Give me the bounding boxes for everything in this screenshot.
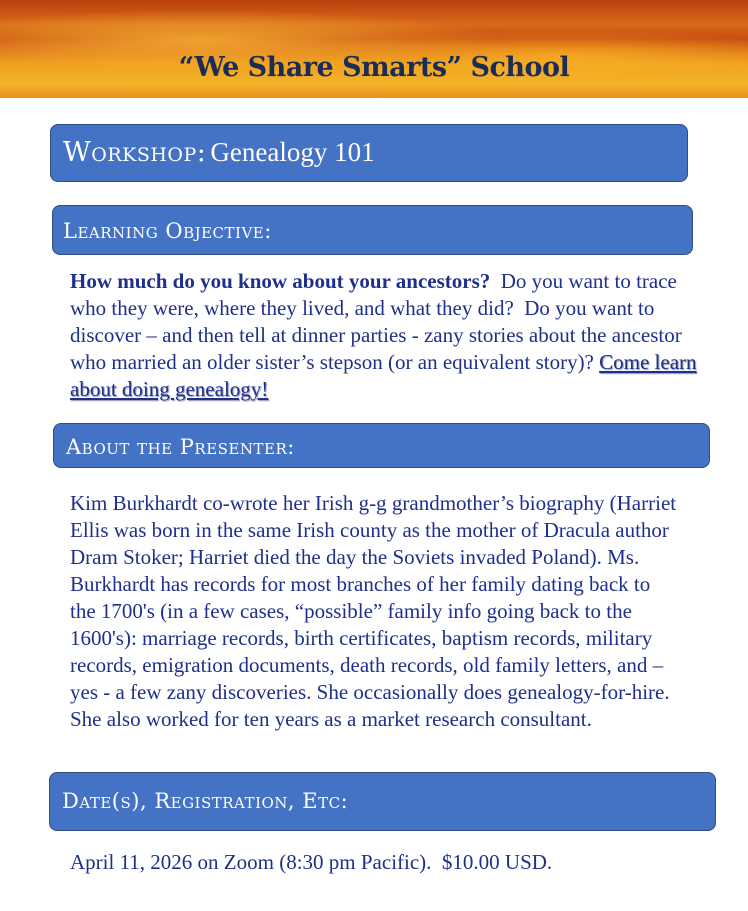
dates-text: April 11, 2026 on Zoom (8:30 pm Pacific). $10.00 USD. (70, 850, 553, 874)
workshop-label: Workshop: (63, 137, 207, 168)
lead-question: How much do you know about your ancestors? (70, 269, 491, 293)
presenter-bio: Kim Burkhardt co-wrote her Irish g-g grandmother’s biography (Harriet Ellis was born in the same Irish county as the mother of Dracula author Dram Stoker; Harriet died the day the Soviets invaded Poland). Ms. Burkhardt has records for most branches of her family dating back to the 1700's (in a few cases, “possible” family info going back to the 1600's): marriage records, birth certificates, baptism records, military records, emigration documents, death records, old family letters, and – yes - a few zany discoveries. She occasionally does genealogy-for-hire. She also worked for ten years as a market research consultant. (70, 491, 677, 731)
learning-objective-text (70, 268, 700, 403)
learning-objective-box (52, 205, 693, 255)
presenter-heading: About the Presenter: (66, 435, 295, 459)
school-title: “We Share Smarts” School (178, 52, 570, 83)
sunset-banner (0, 0, 748, 98)
objective-body: Do you want to trace who they were, where they lived, and what they did? Do you want to discover – and then tell at dinner parties - zany stories about the ancestor who married an older sister’s stepson (or an equivalent story)? (70, 269, 687, 374)
presenter-box (53, 423, 710, 468)
workshop-box (50, 124, 688, 182)
dates-box (49, 772, 716, 831)
learning-objective-heading: Learning Objective: (63, 219, 272, 243)
learn-link[interactable]: Come learn about doing genealogy! (70, 350, 697, 401)
workshop-name: Genealogy 101 (210, 137, 375, 167)
dates-heading: Date(s), Registration, Etc: (62, 789, 349, 813)
